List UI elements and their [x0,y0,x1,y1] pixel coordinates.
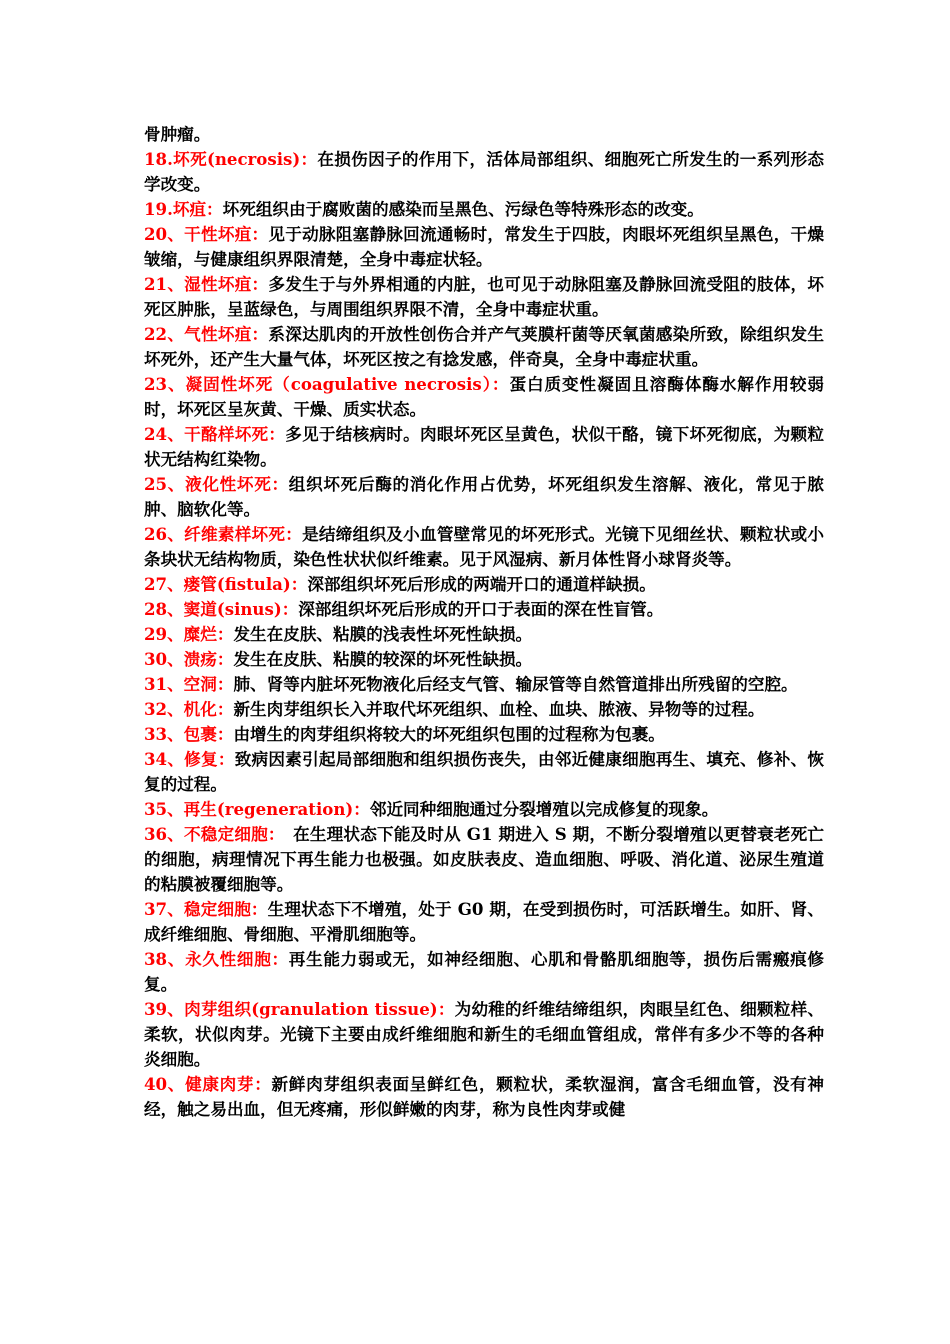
entry-text: 发生在皮肤、粘膜的较深的坏死性缺损。 [233,649,533,669]
entry-40-healthy-granulation [144,1072,824,1122]
entry-18-necrosis [144,147,824,197]
entry-23-coagulative-necrosis [144,372,824,422]
entry-term: 27、瘘管(fistula)： [144,574,308,594]
entry-text: 由增生的肉芽组织将较大的坏死组织包围的过程称为包裹。 [233,724,665,744]
entry-text: 在生理状态下能及时从 G1 期进入 S 期，不断分裂增殖以更替衰老死亡的细胞，病理情况下再生能力也极强。如皮肤表皮、造血细胞、呼吸、消化道、泌尿生殖道的粘膜被覆细胞等。 [144,824,824,894]
entry-term: 36、不稳定细胞： [144,824,277,844]
entry-term: 20、干性坏疽： [144,224,269,244]
entry-21-wet-gangrene [144,272,824,322]
entry-text: 多见于结核病时。肉眼坏死区呈黄色，状似干酪，镜下坏死彻底，为颗粒状无结构红染物。 [144,424,824,469]
entry-text: 是结缔组织及小血管壁常见的坏死形式。光镜下见细丝状、颗粒状或小条块状无结构物质，染色性状状似纤维素。见于风湿病、新月体性肾小球肾炎等。 [144,524,824,569]
entry-term: 39、肉芽组织(granulation tissue)： [144,999,455,1019]
entry-35-regeneration [144,797,824,822]
entry-term: 23、凝固性坏死（coagulative necrosis）： [144,374,510,394]
entry-text: 再生能力弱或无，如神经细胞、心肌和骨骼肌细胞等，损伤后需瘢痕修复。 [144,949,824,994]
entry-text: 在损伤因子的作用下，活体局部组织、细胞死亡所发生的一系列形态学改变。 [144,149,824,194]
entry-term: 26、纤维素样坏死： [144,524,303,544]
entry-text: 见于动脉阻塞静脉回流通畅时，常发生于四肢，肉眼坏死组织呈黑色，干燥皱缩，与健康组织界限清楚，全身中毒症状轻。 [144,224,824,269]
entry-text: 致病因素引起局部细胞和组织损伤丧失，由邻近健康细胞再生、填充、修补、恢复的过程。 [144,749,824,794]
entry-text: 邻近同种细胞通过分裂增殖以完成修复的现象。 [369,799,719,819]
entry-30-ulcer [144,647,824,672]
entry-34-repair [144,747,824,797]
entry-22-gas-gangrene [144,322,824,372]
entry-term: 34、修复： [144,749,235,769]
entry-26-fibrinoid-necrosis [144,522,824,572]
entry-term: 37、稳定细胞： [144,899,268,919]
entry-term: 25、液化性坏死： [144,474,289,494]
entry-term: 30、溃疡： [144,649,234,669]
entry-25-liquefactive-necrosis [144,472,824,522]
entry-term: 21、湿性坏疽： [144,274,269,294]
entry-text: 新生肉芽组织长入并取代坏死组织、血栓、血块、脓液、异物等的过程。 [233,699,765,719]
entry-term: 31、空洞： [144,674,234,694]
entry-text: 深部组织坏死后形成的开口于表面的深在性盲管。 [298,599,664,619]
entry-term: 32、机化： [144,699,234,719]
entry-term: 29、糜烂： [144,624,234,644]
entry-37-stable-cells [144,897,824,947]
entry-text: 深部组织坏死后形成的两端开口的通道样缺损。 [307,574,656,594]
entry-text: 坏死组织由于腐败菌的感染而呈黑色、污绿色等特殊形态的改变。 [222,199,704,219]
document-page [144,122,824,1122]
entry-32-organization [144,697,824,722]
entry-cont [144,122,824,147]
entry-27-fistula [144,572,824,597]
entry-text: 组织坏死后酶的消化作用占优势，坏死组织发生溶解、液化，常见于脓肿、脑软化等。 [144,474,824,519]
entry-text: 蛋白质变性凝固且溶酶体酶水解作用较弱时，坏死区呈灰黄、干燥、质实状态。 [144,374,824,419]
entry-term: 22、气性坏疽： [144,324,269,344]
entry-28-sinus [144,597,824,622]
entry-term: 38、永久性细胞： [144,949,289,969]
entry-term: 24、干酪样坏死： [144,424,286,444]
entry-20-dry-gangrene [144,222,824,272]
entry-text: 骨肿瘤。 [144,124,211,144]
entry-term: 35、再生(regeneration)： [144,799,370,819]
entry-38-permanent-cells [144,947,824,997]
entry-24-caseous-necrosis [144,422,824,472]
entry-31-cavity [144,672,824,697]
entry-term: 19.坏疽： [144,199,223,219]
entry-19-gangrene [144,197,824,222]
entry-text: 为幼稚的纤维结缔组织，肉眼呈红色、细颗粒样、柔软，状似肉芽。光镜下主要由成纤维细胞和新生的毛细血管组成，常伴有多少不等的各种炎细胞。 [144,999,825,1069]
entry-text: 新鲜肉芽组织表面呈鲜红色，颗粒状，柔软湿润，富含毛细血管，没有神经，触之易出血，但无疼痛，形似鲜嫩的肉芽，称为良性肉芽或健 [144,1074,825,1119]
entry-text: 多发生于与外界相通的内脏，也可见于动脉阻塞及静脉回流受阻的肢体，坏死区肿胀，呈蓝绿色，与周围组织界限不清，全身中毒症状重。 [144,274,824,319]
entry-29-erosion [144,622,824,647]
entry-39-granulation-tissue [144,997,824,1072]
entry-36-labile-cells [144,822,824,897]
entry-term: 33、包裹： [144,724,234,744]
entry-term: 40、健康肉芽： [144,1074,272,1094]
entry-33-encapsulation [144,722,824,747]
entry-term: 28、窦道(sinus)： [144,599,299,619]
entry-text: 发生在皮肤、粘膜的浅表性坏死性缺损。 [233,624,533,644]
entry-text: 肺、肾等内脏坏死物液化后经支气管、输尿管等自然管道排出所残留的空腔。 [233,674,798,694]
entry-term: 18.坏死(necrosis)： [144,149,318,169]
entry-text: 系深达肌肉的开放性创伤合并产气荚膜杆菌等厌氧菌感染所致，除组织发生坏死外，还产生大量气体，坏死区按之有捻发感，伴奇臭，全身中毒症状重。 [144,324,824,369]
entry-text: 生理状态下不增殖，处于 G0 期，在受到损伤时，可活跃增生。如肝、肾、成纤维细胞、骨细胞、平滑肌细胞等。 [144,899,824,944]
